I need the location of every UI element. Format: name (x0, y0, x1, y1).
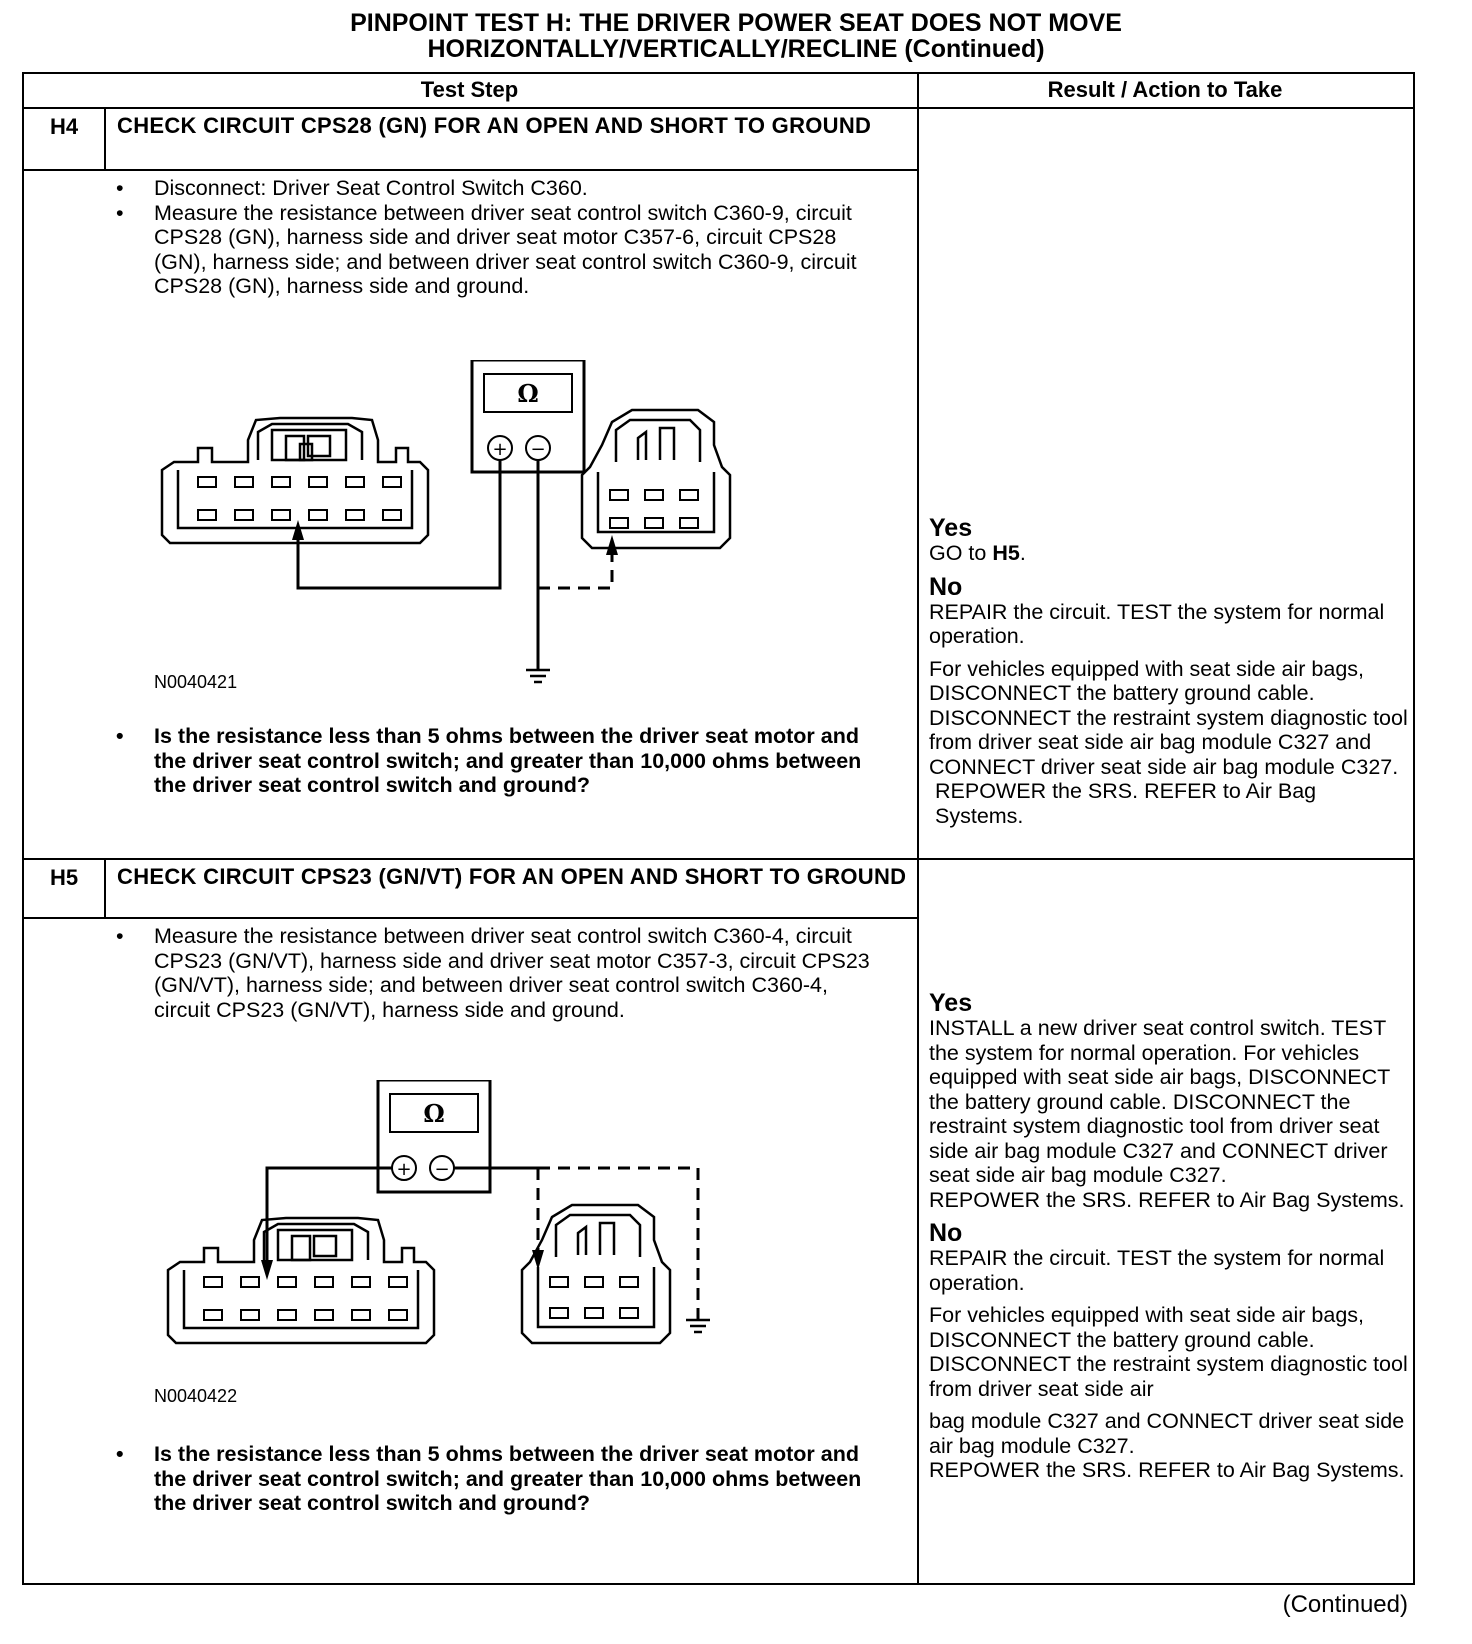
col-header-test-step: Test Step (420, 77, 519, 102)
switch-connector-pins (198, 477, 401, 520)
instruction-list (112, 176, 882, 299)
no-action: REPAIR the circuit. TEST the system for normal operation. (929, 1246, 1385, 1295)
no-repower-note: REPOWER the SRS. REFER to Air Bag Systems. (935, 779, 1317, 828)
question-text: • Is the resistance less than 5 ohms between the driver seat motor and the driver seat control switch; and greater than 10,000 ohms between the driver seat control switch and ground? (112, 724, 882, 798)
no-repower-note: REPOWER the SRS. REFER to Air Bag Systems. (929, 1458, 1405, 1482)
no-label: No (929, 1219, 963, 1247)
ground-symbol (526, 670, 550, 682)
page-title-line-2: HORIZONTALLY/VERTICALLY/RECLINE (Continued) (427, 35, 1045, 63)
meter-symbol: Ω (423, 1099, 445, 1128)
ohmmeter (472, 360, 584, 472)
instruction-item: • Disconnect: Driver Seat Control Switch C360. (112, 176, 882, 201)
step-title: CHECK CIRCUIT CPS23 (GN/VT) FOR AN OPEN AND SHORT TO GROUND (117, 864, 907, 889)
result-h4 (929, 515, 1409, 828)
dashed-lead (538, 1168, 698, 1320)
figure-code: N0040421 (154, 672, 238, 692)
no-airbag-note: For vehicles equipped with seat side air bags, DISCONNECT the battery ground cable. DISCONNECT the restraint system diagnostic tool from driver seat side air (929, 1303, 1408, 1401)
step-id: H5 (49, 865, 79, 890)
yes-action: INSTALL a new driver seat control switch. TEST the system for normal operation. For vehicles equipped with seat side air bags, DISCONNECT the battery ground cable. DISCONNECT the restraint system diagnostic tool from driver seat side air bag module C327 and CONNECT driver seat side air bag module C327. (929, 1016, 1390, 1187)
ground-symbol (686, 1320, 710, 1332)
no-airbag-note: For vehicles equipped with seat side air bags, DISCONNECT the battery ground cable. DISCONNECT the restraint system diagnostic tool from driver seat side air bag module C327 and CONNECT driver seat side air bag module C327. (929, 656, 1408, 779)
question-text: • Is the resistance less than 5 ohms between the driver seat motor and the driver seat control switch; and greater than 10,000 ohms between the driver seat control switch and ground? (112, 1442, 882, 1516)
yes-action: GO to H5. (929, 541, 1026, 565)
question-list (112, 724, 882, 798)
page-title-line-1: PINPOINT TEST H: THE DRIVER POWER SEAT DOES NOT MOVE (350, 9, 1122, 37)
instruction-item: • Measure the resistance between driver seat control switch C360-9, circuit CPS28 (GN), harness side and driver seat motor C357-6, circuit CPS28 (GN), harness side; and between driver seat control switch C360-9, circuit CPS28 (GN), harness side and ground. (112, 201, 882, 299)
page-title (0, 10, 1472, 62)
meter-symbol: Ω (517, 379, 539, 408)
instruction-item: • Measure the resistance between driver seat control switch C360-4, circuit CPS23 (GN/VT), harness side and driver seat motor C357-3, circuit CPS23 (GN/VT), harness side; and between driver seat control switch C360-4, circuit CPS23 (GN/VT), harness side and ground. (112, 924, 882, 1022)
instruction-list (112, 924, 882, 1022)
no-action: REPAIR the circuit. TEST the system for normal operation. (929, 599, 1385, 648)
wiring-diagram-h5 (140, 1080, 760, 1410)
switch-connector-pins (204, 1277, 407, 1320)
continued-label: (Continued) (1282, 1591, 1408, 1618)
meter-plus: + (492, 439, 508, 460)
meter-plus: + (396, 1159, 412, 1180)
motor-connector-shell (522, 1205, 670, 1343)
wiring-diagram-h4 (140, 360, 740, 710)
meter-minus: − (530, 439, 546, 460)
yes-label: Yes (929, 989, 973, 1017)
meter-minus: − (434, 1159, 450, 1180)
dashed-lead (538, 546, 612, 588)
no-airbag-note-cont: bag module C327 and CONNECT driver seat side air bag module C327. (929, 1409, 1405, 1458)
step-title: CHECK CIRCUIT CPS28 (GN) FOR AN OPEN AND SHORT TO GROUND (117, 113, 872, 138)
no-label: No (929, 572, 963, 601)
yes-repower-note: REPOWER the SRS. REFER to Air Bag Systems. (929, 1187, 1405, 1212)
col-header-result: Result / Action to Take (1047, 77, 1283, 102)
question-list (112, 1442, 882, 1516)
yes-label: Yes (929, 514, 973, 542)
result-h5 (929, 990, 1409, 1483)
figure-code: N0040422 (154, 1386, 238, 1406)
step-id: H4 (49, 114, 79, 139)
test-leads (298, 460, 538, 670)
